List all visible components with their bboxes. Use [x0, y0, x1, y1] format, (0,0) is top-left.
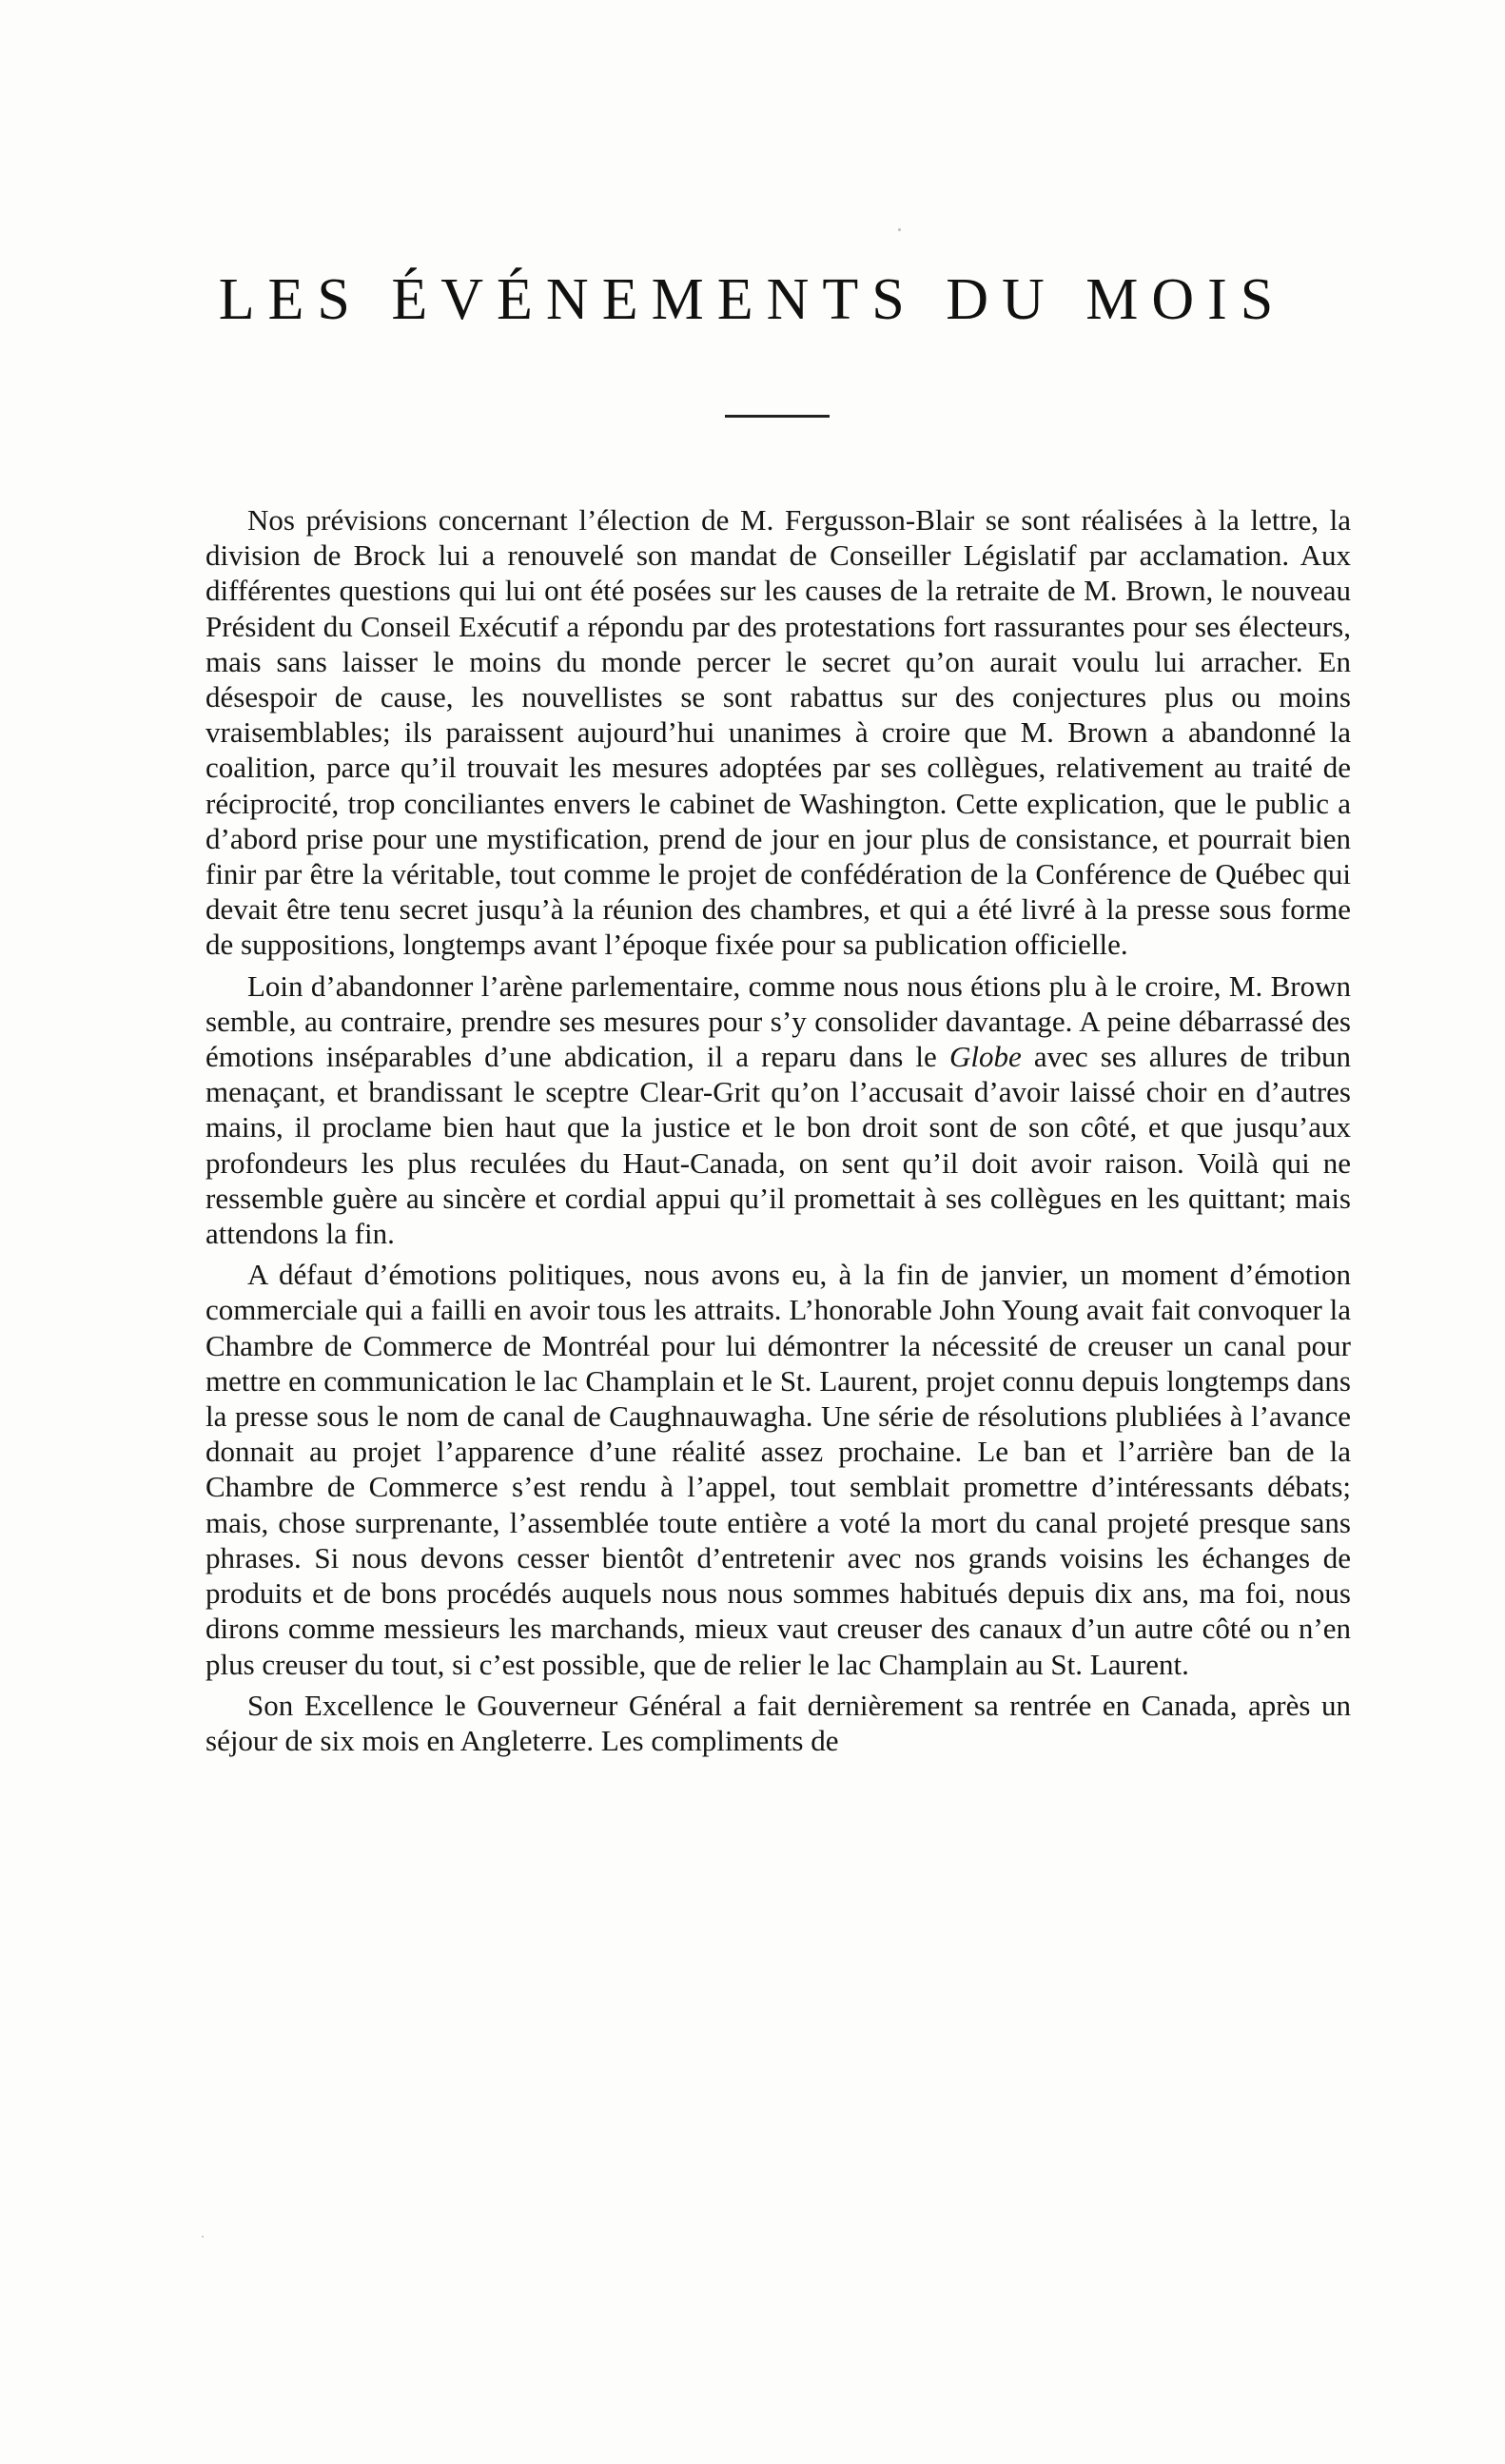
paragraph-text: avec ses allures de tribun menaçant, et brandissant le sceptre Clear-Grit qu’on l’accusait d’avoir laissé choir en d’autres mains, il proclame bien haut que la justice et le bon droit sont de son côté, et que jusqu’aux profondeurs les plus reculées du Haut-Canada, on sent qu’il doit avoir raison. Voilà qui ne ressemble guère au sincère et cordial appui qu’il promettait à ses collègues en les quittant; mais attendons la fin.	[205, 1040, 1352, 1251]
paragraph-2	[205, 968, 1351, 1252]
paragraph-3	[205, 1257, 1351, 1681]
article-body	[205, 502, 1351, 1764]
article-title: LES ÉVÉNEMENTS DU MOIS	[218, 267, 1287, 332]
paragraph-1	[205, 502, 1351, 963]
paper-speck	[202, 2236, 204, 2238]
newspaper-title-italic: Globe	[948, 1040, 1022, 1074]
paper-speck	[898, 228, 901, 231]
paragraph-text: A défaut d’émotions politiques, nous avons eu, à la fin de janvier, un moment d’émotion commerciale qui a failli en avoir tous les attraits. L’honorable John Young avait fait convoquer la Chambre de Commerce de Montréal pour lui démontrer la nécessité de creuser un canal pour mettre en communication le lac Champlain et le St. Laurent, projet connu depuis longtemps dans la presse sous le nom de canal de Caughnauwagha. Une série de résolutions plubliées à l’avance donnait au projet l’apparence d’une réalité assez prochaine. Le ban et l’arrière ban de la Chambre de Commerce s’est rendu à l’appel, tout semblait promettre d’intéressants débats; mais, chose surprenante, l’assemblée toute entière a voté la mort du canal projeté presque sans phrases. Si nous devons cesser bientôt d’entretenir avec nos grands voisins les échanges de produits et de bons procédés auquels nous nous sommes habitués depuis dix ans, ma foi, nous dirons comme messieurs les marchands, mieux vaut creuser des canaux d’un autre côté ou n’en plus creuser du tout, si c’est possible, que de relier le lac Champlain au St. Laurent.	[205, 1258, 1351, 1681]
paragraph-text: Son Excellence le Gouverneur Général a fait dernièrement sa rentrée en Canada, après un séjour de six mois en Angleterre. Les compliments de	[205, 1688, 1351, 1757]
paragraph-text: Nos prévisions concernant l’élection de M. Fergusson-Blair se sont réalisées à la lettre, la division de Brock lui a renouvelé son mandat de Conseiller Législatif par acclamation. Aux différentes questions qui lui ont été posées sur les causes de la retraite de M. Brown, le nouveau Président du Conseil Exécutif a répondu par des protestations fort rassurantes pour ses électeurs, mais sans laisser le moins du monde percer le secret qu’on aurait voulu lui arracher. En désespoir de cause, les nouvellistes se sont rabattus sur des conjectures plus ou moins vraisemblables; ils paraissent aujourd’hui unanimes à croire que M. Brown a abandonné la coalition, parce qu’il trouvait les mesures adoptées par ses collègues, relativement au traité de réciprocité, trop conciliantes envers le cabinet de Washington. Cette explication, que le public a d’abord prise pour une mystification, prend de jour en jour plus de consistance, et pourrait bien finir par être la véritable, tout comme le projet de confédération de la Conférence de Québec qui devait être tenu secret jusqu’à la réunion des chambres, et qui a été livré à la presse sous forme de suppositions, longtemps avant l’époque fixée pour sa publication officielle.	[205, 503, 1351, 962]
paragraph-text: Loin d’abandonner l’arène parlementaire, comme nous nous étions plu à le croire, M. Brown semble, au contraire, prendre ses mesures pour s’y consolider davantage. A peine débarrassé des émotions inséparables d’une abdication, il a reparu dans le	[205, 968, 1351, 1074]
title-divider	[725, 415, 830, 418]
paragraph-4	[205, 1688, 1351, 1758]
